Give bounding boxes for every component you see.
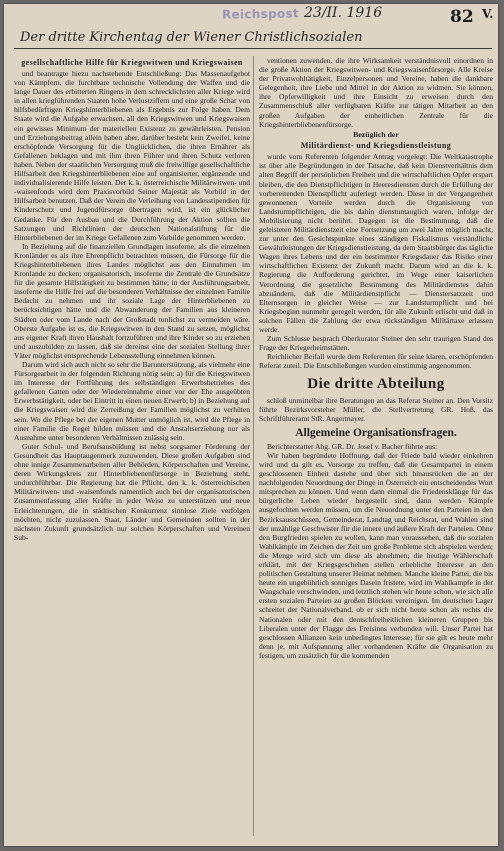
article-heading: gesellschaftliche Hilfe für Kriegswitwen und Kriegswaisen xyxy=(21,58,243,67)
article-paragraph: In Beziehung auf die finanziellen Grundlagen insoferne, als die einzelnen Kronländer es als ihre Ehrenpflicht betrachten müssen, die Fürsorge für die Kriegshinterbliebenen ihres Landes möglichst aus den Einnahmen im Kronlande zu decken; organisatorisch, insoferne die Zentrale die Grundsätze für die gesamte Hilfstätigkeit zu bestimmen hätte; in der Ausführungsarbeit, insoferne die Hilfe frei auf die besonderen Verhältnisse der einzelnen Familie Bedacht zu nehmen und ihr soziale Lage der Hinterbliebenen zu berücksichtigen hätte und die Abwanderung der Familien aus kleineren Städten oder vom Lande nach der Großstadt tunlichst zu vermeiden wäre. Oberste Aufgabe ist es, die Kriegswitwen in den Stand zu setzen, möglichst aus eigener Kraft ihren Haushalt fortzuführen und ihre Kinder so zu erziehen und auszubilden zu lassen, daß sie dereinst eine der sozialen Stellung ihrer Väter möglichst entsprechende Lebensstellung einnehmen können. xyxy=(14,241,250,360)
article-paragraph: Zum Schlusse besprach Oberkurator Steiner den sehr traurigen Stand des Frage der Kriegerheimstätten. xyxy=(259,334,493,353)
column-divider xyxy=(253,56,254,836)
roman-numeral: V. xyxy=(482,7,494,21)
title-underline xyxy=(14,48,492,49)
article-heading: Allgemeine Organisationsfragen. xyxy=(295,426,457,439)
article-heading: Militärdienst- und Kriegsdienstleistung xyxy=(300,141,452,151)
article-paragraph: ventionen zuwenden, die ihre Wirksamkeit verständnisvoll einordnen in die große Aktion der Kriegswitwen- und Kriegswaisenfürsorge. Alle Kreise der Privatwohltätigkeit, Einzelpersonen und Vereine, haben die dankbare Gelegenheit, ihre Liebe und Mittel in der Aktion zu widmen. Sie können, ihre Opferwilligkeit und ihre Einsicht zu erweisen durch den Zusammenschluß aller verfügbaren Kräfte zur tätigen Mitarbeit an den großen Aufgaben der einheitlichen Zentrale für die Kriegshinterbliebenenfürsorge. xyxy=(259,56,493,129)
article-paragraph: Guter Schul- und Berufsausbildung ist nebst sorgsamer Förderung der Gesundheit das Hauptaugenmerk zuzuwenden. Diese großen Aufgaben sind ohne innige Zusammenarbeiten aller Behörden, Körperschaften und Vereine, deren Wirkungskreis zur Hinterbliebenenfürsorge in Beziehung steht, undurchführbar. Die Regierung hat die Pflicht, den k. k. österreichischen Militärwitwen- und -waisenfonds namentlich auch bei der organisatorischen Zusammenfassung aller Kräfte in jeder Weise zu unterstützen und neue Erleichterungen, die in städtischen Konkurrenz sinnlose Ziele verfolgen möchten, nicht zuzulassen. Staat, Länder und Gemeinden sollten in der nächsten Zukunft grundsätzlich nur solchen Körperschaften und Vereinen Sub- xyxy=(14,441,250,542)
article-paragraph: Berichterstatter Abg. GR. Dr. Josef v. Bacher führte aus: xyxy=(267,441,438,451)
page-number: 82 xyxy=(450,7,474,27)
left-column xyxy=(14,56,250,836)
article-paragraph: Reichlicher Beifall wurde dem Referenten für seine klaren, erschöpfenden Referat zuteil. Die Entschließungen wurden einstimmig angenommen. xyxy=(259,352,493,371)
article-paragraph: Wir haben begründete Hoffnung, daß der Friede bald wieder einkehren wird und da gilt es, Vorsorge zu treffen, daß die Gesamtpartei in einem geschlossenen Einheit dastehe und über sich hinausrücken die an der nachfolgenden Neuordnung der Dinge in Österreich ein entscheidendes Wort mitsprechen zu können. Und wenn dann einmal die Friedensklänge für das bürgerliche Leben wieder hergestellt sind, dann werden Kämpfe ausgefochten werden müssen, um die Neuordnung unter den Parteien in den Bezirksausschüssen, Gemeinderat, Landtag und Reichsrat, und Wahlen sind der unzählige Geschwister für die innere und äußere Kraft der Parteien. Ohne den Burgfrieden spielen zu wollen, kann man voraussehen, daß die sozialen Wahlkämpfe im Zeichen der Zeit um große Probleme sich abspielen werden; die Menge wird sich um diese als abnehmen; die heutige Wählerschaft erklärt, mit der Kriegsgeschehen stellen erhebliche Interesse an den politischen Gestaltung unserer Heimat nehmen. Manche kleine Partei, die bis heute ein ungebührlich sonniges Dasein fristete, wird im Wahlkampfe in der Waagschale verschwinden, und letztlich stehen wir heute schon, wie sich alle ersten sozialen Parteien zu großen Blöcken vereinigen. Im deutschen Lager schreitet der Nationalverband, ob er sich nicht heute schon als rechts die Nationalen oder mit den deutschfreiheitlichen kleineren Gruppen bis Liberalen unter der Flagge des Freisinns verbunden will. Unser Partei hat geschlossen Allianzen kein unbedingtes Interesse; für sie gilt es heute mehr denn je, mit Aufspannung aller vorhandenen Kräfte die Organisation zu festigen, um zusätzlich für die kommenden xyxy=(259,450,493,660)
right-column xyxy=(259,56,493,836)
article-paragraph: Darum wird sich auch nicht so sehr die Barunterstützung, als vielmehr eine Fürsorgearbeit in der folgenden Richtung nötig sein: a) für die Kriegswitwen im Interesse der Fortführung des selbständigen Erwerbsbetriebes des gefallenen Gatten oder der Wiedereinnahme einer vor der Ehe ausgeübten Erwerbstätigkeit, oder bei Eintritt in einen neuen Erwerb; b) in Beziehung auf die Kriegswaisen wird die Zerreißung der Familien möglichst zu verhüten sein. Wo die Pflege bei der eigenen Mutter unmöglich ist, wird die Pflege in einer Familie die Regel bilden müssen und die Anstaltserziehung nur als Ausnahme unter besonderen Verhältnissen zulässig sein. xyxy=(14,360,250,442)
newspaper-clipping xyxy=(4,4,498,846)
handwritten-title: Der dritte Kirchentag der Wiener Christlichsozialen xyxy=(20,30,363,45)
article-paragraph: wurde vom Referenten folgender Antrag vorgelegt: Die Weltkatastrophe ist über alle Begründungen in der Tatsache, daß kein Dienstverhältnis dem alten Begriff der persönlichen Freiheit und die wirtschaftlichen Opfer erspart bleiben, die den Dienstpflichtigen in Heeresdiensten durch die Erfüllung der vorbereitenden Dienstpflicht auferlegt werden. Diese in der Vergangenheit gewonnenen Vorteile werden durch die Organisierung von Landsturmpflichtigen, die bis dahin dienstuntauglich waren, infolge der Mobilisierung nicht berührt. Dagegen ist die Bestimmung, daß die geleisteten Militärdienstzeit eine Fortsetzung um zwei Jahre möglich macht, zur unter den Gesichtspunkte eines ständigen Fiskalismus verständliche Gewährleistungen der Kriegsdienstleistung, da dem Staatsbürger das tägliche Wagen ihres Lebens und der ein bestimmter Kriegsdauer das Risiko einer wirtschaftlichen Existenz der Zukunft macht. Darum wird an die k. k. Regierung die Aufforderung gerichtet, im Wege einer kaiserlichen Verordnung die gesetzliche Bestimmung des Militärdienstes dahin abzuändern, daß die Militärdienstpflicht — Dienstersatzzeit und Elternsorgen in gleicher Weise — zur Landsturmpflicht und bei Kriegsbeginn nunmehr geregelt werden, für alle Zukunft erlischt und daß in solchen Fällen die Zahlung der etwa rückständigen Militärtaxe erlassen werde. xyxy=(259,152,493,335)
newspaper-stamp: Reichspost xyxy=(221,6,300,22)
article-paragraph: und beantragte hiezu nachstehende Entschließung: Das Massenaufgebot von Kämpfern, die furchtbare technische Vollendung der Waffen und die lange Dauer des erbitterten Ringens in dem schrecklichsten aller Kriege wird in allen kriegführenden Staaten hohe Verlustziffern und eine große Schar von hilfsbedürftigen Kriegshinterbliebenen als Ergebnis zur Folge haben. Dem Staate wird die Aufgabe erwachsen, all den Kriegswitwen und Kriegswaisen ein gewisses Minimum der materiellen Existenz zu gewährleisten. Pension und Erziehungsbeitrag allein haben aber, darüber besteht kein Zweifel, keine erschöpfende Versorgung für die Unglücklichen, die ihren Ernährer als Gefallenen beklagen und mit ihm ihren Führer und ihren Schutz verloren haben. Neben der staatlichen Versorgung muß die freiwillige gesellschaftliche Hilfsarbeit den Kriegshinterbliebenen eine auf organisierter, ergänzende und individualisierende Hilfe leisten. Der k. k. österreichische Militärwitwen- und -waisenfonds wird dem Praxisvorbild Seiner Majestät als Vorbild in der Hilfsarbeit benutzen. Daß der Verein die Verleihung von Landesstipendien für Kinderschutz und Jugendfürsorge übertragen wird, ist ein glücklicher Gedanke. Für den Ausbau und die Durchführung der Aktion sollten die Satzungen und Richtlinien der deutschen Nationalstiftung für die Hinterbliebenen der im Kriege Gefallenen zum Vorbilde genommen werden. xyxy=(14,69,250,242)
article-paragraph: schloß unmittelbar ihre Beratungen an das Referat Steiner an. Den Vorsitz führte Bezirksvorsteher Müller, die Stellvertretung GR. Hoß, das Schriftführeramt StR. Angermayer. xyxy=(259,395,493,423)
article-heading: Die dritte Abteilung xyxy=(307,375,445,392)
handwritten-date: 23/II. 1916 xyxy=(304,5,383,21)
article-heading: Bezüglich der xyxy=(353,129,399,139)
